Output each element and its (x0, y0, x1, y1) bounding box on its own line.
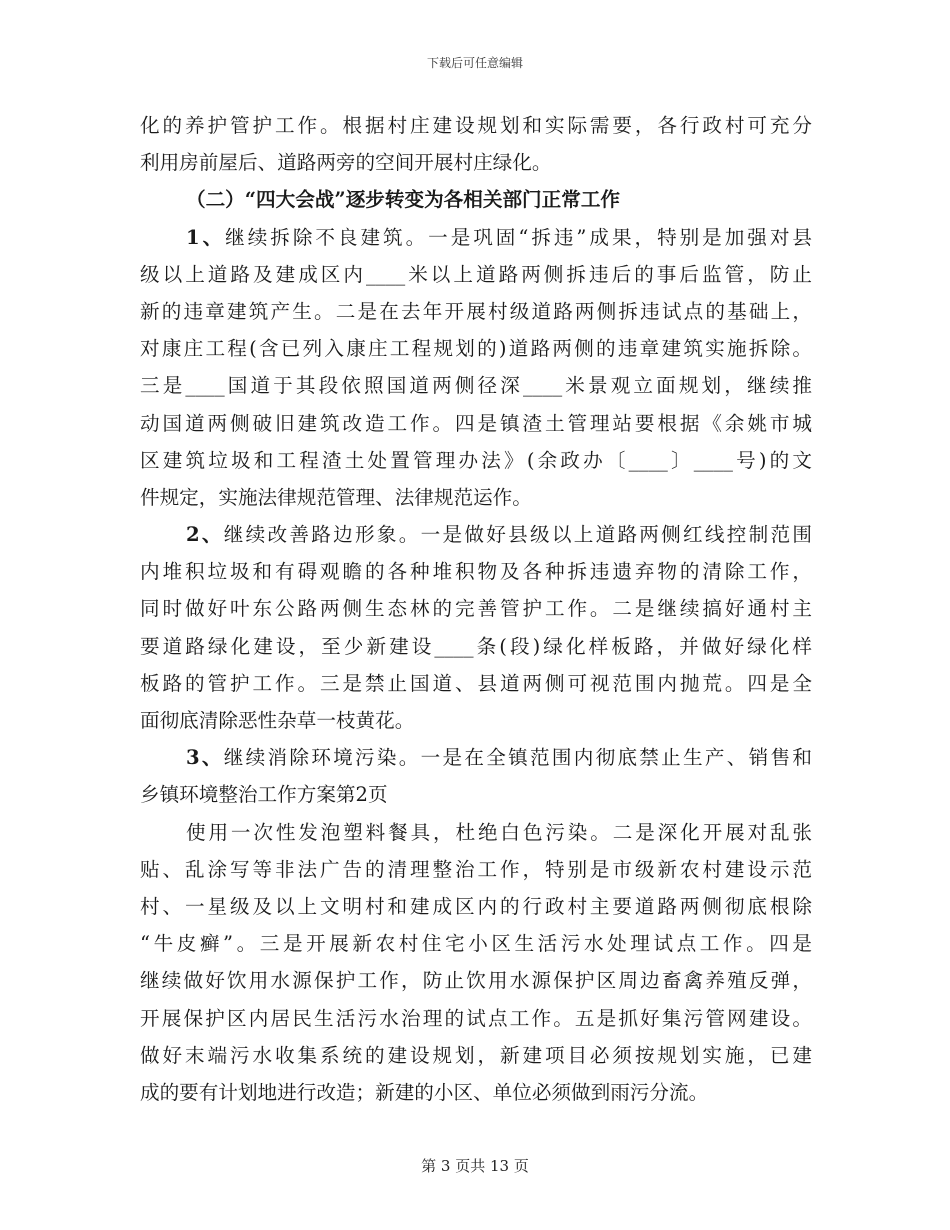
text-line (140, 293, 812, 330)
item-number: 1、 (186, 225, 226, 249)
line-text: 同时做好叶东公路两侧生态林的完善管护工作。二是继续搞好通村主 (140, 597, 812, 621)
line-text: 乡镇环境整治工作方案第2页 (140, 783, 388, 807)
line-text: “牛皮癣”。三是开展新农村住宅小区生活污水处理试点工作。四是 (140, 932, 812, 956)
line-text: 开展保护区内居民生活污水治理的试点工作。五是抓好集污管网建设。 (140, 1006, 812, 1030)
text-line (140, 702, 812, 739)
line-text: 使用一次性发泡塑料餐具，杜绝白色污染。二是深化开展对乱张 (186, 820, 812, 844)
line-text: 要道路绿化建设，至少新建设____条(段)绿化样板路，并做好绿化样 (140, 634, 812, 658)
text-line (140, 739, 812, 776)
line-text: 成的要有计划地进行改造；新建的小区、单位必须做到雨污分流。 (140, 1080, 709, 1104)
document-body (140, 107, 812, 1111)
line-text: 继续改善路边形象。一是做好县级以上道路两侧红线控制范围 (223, 523, 812, 547)
line-text: 三是____国道于其段依照国道两侧径深____米景观立面规划，继续推 (140, 374, 812, 398)
line-text: 利用房前屋后、道路两旁的空间开展村庄绿化。 (140, 151, 552, 175)
line-text: 板路的管护工作。三是禁止国道、县道两侧可视范围内抛荒。四是全 (140, 671, 812, 695)
page-header: 下载后可任意编辑 (426, 56, 523, 70)
line-text: 面彻底清除恶性杂草一枝黄花。 (140, 709, 415, 732)
line-text: 对康庄工程(含已列入康庄工程规划的)道路两侧的违章建筑实施拆除。 (140, 337, 812, 361)
text-line (140, 925, 812, 962)
text-line (140, 367, 812, 404)
line-text: 新的违章建筑产生。二是在去年开展村级道路两侧拆违试点的基础上， (140, 299, 812, 323)
text-line (140, 962, 812, 999)
line-text: 继续消除环境污染。一是在全镇范围内彻底禁止生产、销售和 (223, 746, 812, 770)
text-line (140, 405, 812, 442)
text-line (140, 814, 812, 851)
text-line (140, 330, 812, 367)
text-line (140, 1000, 812, 1037)
line-text: 做好末端污水收集系统的建设规划，新建项目必须按规划实施，已建 (140, 1043, 812, 1067)
line-text: （二）“四大会战”逐步转变为各相关部门正常工作 (186, 188, 621, 212)
line-text: 级以上道路及建成区内____米以上道路两侧拆违后的事后监管，防止 (140, 262, 812, 286)
line-text: 区建筑垃圾和工程渣土处置管理办法》(余政办〔____〕____号)的文 (140, 448, 812, 472)
item-number: 2、 (186, 523, 224, 547)
text-line (140, 553, 812, 590)
text-line (140, 219, 812, 256)
text-line (140, 144, 812, 181)
text-line (140, 479, 812, 516)
text-line (140, 107, 812, 144)
text-line (140, 776, 812, 813)
line-text: 内堆积垃圾和有碍观瞻的各种堆积物及各种拆违遗弃物的清除工作， (140, 560, 812, 584)
line-text: 动国道两侧破旧建筑改造工作。四是镇渣土管理站要根据《余姚市城 (140, 411, 812, 435)
line-text: 件规定，实施法律规范管理、法律规范运作。 (140, 485, 532, 509)
line-text: 继续做好饮用水源保护工作，防止饮用水源保护区周边畜禽养殖反弹， (140, 969, 812, 993)
page-footer: 第 3 页共 13 页 (421, 1157, 529, 1175)
text-line (140, 516, 812, 553)
text-line (140, 1074, 812, 1111)
text-line (140, 888, 812, 925)
text-line (140, 256, 812, 293)
item-number: 3、 (186, 746, 224, 770)
text-line (140, 851, 812, 888)
text-line (140, 181, 812, 218)
line-text: 贴、乱涂写等非法广告的清理整治工作，特别是市级新农村建设示范 (140, 857, 812, 881)
line-text: 化的养护管护工作。根据村庄建设规划和实际需要，各行政村可充分 (140, 114, 812, 137)
text-line (140, 665, 812, 702)
text-line (140, 628, 812, 665)
text-line (140, 1037, 812, 1074)
line-text: 村、一星级及以上文明村和建成区内的行政村主要道路两侧彻底根除 (140, 894, 812, 918)
text-line (140, 590, 812, 627)
text-line (140, 442, 812, 479)
line-text: 继续拆除不良建筑。一是巩固“拆违”成果，特别是加强对县 (225, 225, 812, 249)
